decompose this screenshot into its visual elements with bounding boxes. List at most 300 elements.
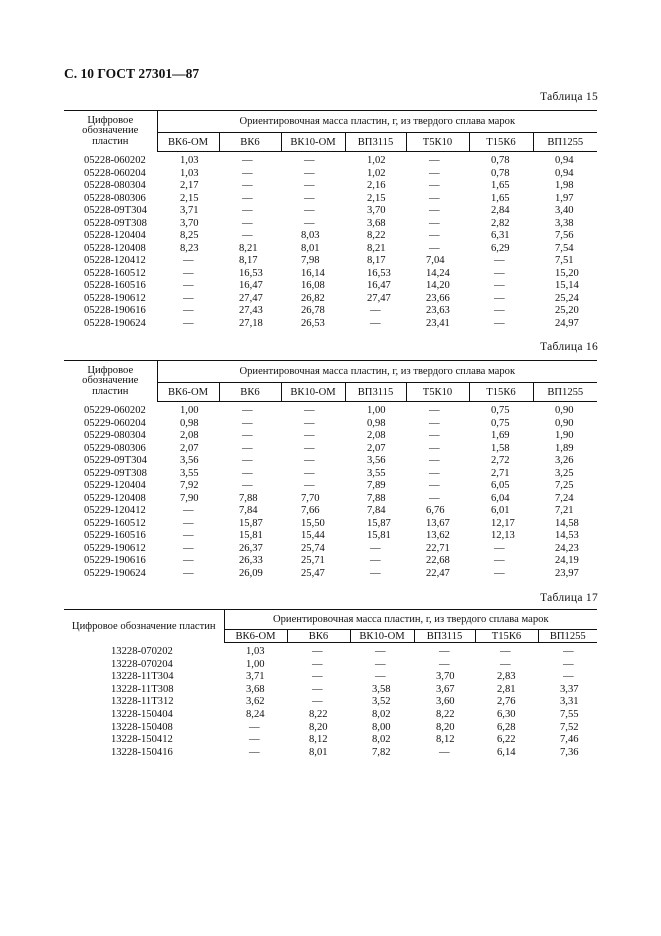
mass-cell: — bbox=[375, 671, 386, 683]
table-row bbox=[64, 255, 597, 268]
mass-cell: 1,90 bbox=[555, 430, 574, 441]
mass-cell: — bbox=[242, 417, 253, 429]
mass-cell: 7,25 bbox=[555, 480, 574, 491]
mass-cell: 23,63 bbox=[426, 305, 450, 316]
mass-cell: 8,01 bbox=[309, 746, 328, 758]
mass-cell: — bbox=[304, 180, 315, 191]
mass-cell: 3,55 bbox=[180, 467, 199, 479]
table-row bbox=[64, 468, 597, 481]
mass-cell: — bbox=[304, 430, 315, 441]
mass-cell: 0,90 bbox=[555, 417, 574, 429]
mass-cell: 7,82 bbox=[372, 746, 391, 758]
mass-cell: 8,01 bbox=[301, 242, 320, 254]
plate-code-cell: 05228-080306 bbox=[84, 192, 146, 204]
mass-cell: 27,43 bbox=[239, 305, 263, 316]
column-header: ВП1255 bbox=[533, 383, 597, 402]
mass-cell: 2,17 bbox=[180, 180, 199, 191]
mass-cell: 8,24 bbox=[246, 708, 265, 720]
table-row bbox=[64, 518, 597, 531]
mass-cell: 7,84 bbox=[239, 505, 258, 516]
table-15-caption: Таблица 15 bbox=[540, 91, 598, 103]
mass-cell: 2,81 bbox=[497, 683, 516, 695]
mass-cell: 7,55 bbox=[560, 708, 579, 720]
mass-cell: 26,37 bbox=[239, 542, 263, 554]
mass-cell: 3,68 bbox=[246, 683, 265, 695]
mass-cell: 12,13 bbox=[491, 530, 515, 541]
mass-cell: 3,37 bbox=[560, 683, 579, 695]
mass-cell: 1,00 bbox=[180, 405, 199, 416]
mass-cell: 2,84 bbox=[491, 205, 510, 216]
mass-cell: — bbox=[494, 317, 505, 329]
row-header: Цифровое обозначение пластин bbox=[64, 111, 157, 152]
mass-cell: 1,02 bbox=[367, 155, 386, 166]
mass-cell: 7,54 bbox=[555, 242, 574, 254]
mass-cell: — bbox=[183, 267, 194, 279]
column-header: ВК10-ОМ bbox=[281, 133, 345, 152]
mass-cell: 16,47 bbox=[367, 280, 391, 291]
mass-cell: — bbox=[429, 167, 440, 179]
mass-cell: — bbox=[242, 192, 253, 204]
mass-cell: 3,71 bbox=[246, 671, 265, 683]
plate-code-cell: 05229-060204 bbox=[84, 417, 146, 429]
plate-code-cell: 05229-120408 bbox=[84, 492, 146, 504]
mass-cell: — bbox=[304, 417, 315, 429]
mass-cell: 7,04 bbox=[426, 255, 445, 266]
mass-cell: — bbox=[494, 292, 505, 304]
mass-cell: 2,76 bbox=[497, 696, 516, 708]
mass-cell: 0,98 bbox=[367, 417, 386, 429]
mass-cell: — bbox=[304, 442, 315, 454]
mass-cell: 25,47 bbox=[301, 567, 325, 579]
table-row bbox=[64, 418, 597, 431]
mass-cell: 7,90 bbox=[180, 492, 199, 504]
plate-code-cell: 05229-190612 bbox=[84, 542, 146, 554]
mass-cell: 16,53 bbox=[367, 267, 391, 279]
mass-cell: 6,31 bbox=[491, 230, 510, 241]
plate-code-cell: 05228-160516 bbox=[84, 280, 146, 291]
column-header: ВП3115 bbox=[345, 133, 406, 152]
mass-cell: 25,74 bbox=[301, 542, 325, 554]
group-header: Ориентировочная масса пластин, г, из твердого сплава марок bbox=[224, 610, 597, 630]
mass-cell: 1,65 bbox=[491, 180, 510, 191]
mass-cell: — bbox=[183, 292, 194, 304]
mass-cell: — bbox=[242, 205, 253, 216]
mass-cell: 26,82 bbox=[301, 292, 325, 304]
mass-cell: 7,70 bbox=[301, 492, 320, 504]
mass-cell: 15,20 bbox=[555, 267, 579, 279]
mass-cell: — bbox=[429, 442, 440, 454]
mass-cell: 1,03 bbox=[180, 155, 199, 166]
mass-cell: — bbox=[242, 430, 253, 441]
mass-cell: — bbox=[429, 480, 440, 491]
mass-cell: 6,04 bbox=[491, 492, 510, 504]
row-header: Цифровое обозначение пластин bbox=[64, 610, 224, 643]
plate-code-cell: 05228-120412 bbox=[84, 255, 146, 266]
table-row bbox=[64, 709, 597, 722]
table-row bbox=[64, 318, 597, 331]
mass-cell: 7,51 bbox=[555, 255, 574, 266]
column-header: ВП3115 bbox=[345, 383, 406, 402]
mass-cell: 6,05 bbox=[491, 480, 510, 491]
mass-cell: — bbox=[494, 567, 505, 579]
mass-cell: 6,14 bbox=[497, 746, 516, 758]
mass-cell: — bbox=[183, 280, 194, 291]
mass-cell: 14,24 bbox=[426, 267, 450, 279]
table-row bbox=[64, 152, 597, 168]
mass-cell: 7,36 bbox=[560, 746, 579, 758]
mass-cell: 16,47 bbox=[239, 280, 263, 291]
mass-cell: — bbox=[439, 658, 450, 670]
mass-cell: 1,02 bbox=[367, 167, 386, 179]
table-row bbox=[64, 443, 597, 456]
table-row bbox=[64, 280, 597, 293]
mass-cell: — bbox=[312, 646, 323, 657]
mass-cell: — bbox=[429, 467, 440, 479]
mass-cell: 3,62 bbox=[246, 696, 265, 708]
plate-code-cell: 13228-11Т312 bbox=[111, 696, 174, 708]
mass-cell: 6,76 bbox=[426, 505, 445, 516]
plate-code-cell: 13228-11Т304 bbox=[111, 671, 174, 683]
mass-cell: — bbox=[249, 746, 260, 758]
plate-code-cell: 05229-080304 bbox=[84, 430, 146, 441]
column-header: ВП3115 bbox=[414, 630, 475, 643]
mass-cell: 3,52 bbox=[372, 696, 391, 708]
mass-cell: 0,78 bbox=[491, 167, 510, 179]
mass-cell: 7,84 bbox=[367, 505, 386, 516]
mass-cell: — bbox=[242, 442, 253, 454]
plate-code-cell: 05229-080306 bbox=[84, 442, 146, 454]
mass-cell: 7,88 bbox=[367, 492, 386, 504]
mass-cell: — bbox=[439, 746, 450, 758]
mass-cell: — bbox=[500, 658, 511, 670]
plate-code-cell: 05229-160512 bbox=[84, 517, 146, 529]
mass-cell: — bbox=[304, 192, 315, 204]
mass-cell: — bbox=[429, 180, 440, 191]
mass-cell: — bbox=[183, 530, 194, 541]
mass-cell: 6,28 bbox=[497, 721, 516, 733]
plate-code-cell: 05228-080304 bbox=[84, 180, 146, 191]
mass-cell: 14,53 bbox=[555, 530, 579, 541]
column-header: Т5К10 bbox=[406, 133, 469, 152]
mass-cell: 14,58 bbox=[555, 517, 579, 529]
mass-cell: 0,90 bbox=[555, 405, 574, 416]
mass-cell: 15,44 bbox=[301, 530, 325, 541]
mass-cell: 8,23 bbox=[180, 242, 199, 254]
table-row bbox=[64, 455, 597, 468]
mass-cell: 22,47 bbox=[426, 567, 450, 579]
mass-cell: 2,82 bbox=[491, 217, 510, 229]
table-16 bbox=[64, 360, 597, 580]
mass-cell: — bbox=[183, 255, 194, 266]
plate-code-cell: 05229-190616 bbox=[84, 555, 146, 566]
plate-code-cell: 05228-120408 bbox=[84, 242, 146, 254]
mass-cell: 8,03 bbox=[301, 230, 320, 241]
mass-cell: 0,75 bbox=[491, 405, 510, 416]
mass-cell: — bbox=[429, 492, 440, 504]
table-row bbox=[64, 193, 597, 206]
mass-cell: 24,19 bbox=[555, 555, 579, 566]
plate-code-cell: 13228-11Т308 bbox=[111, 683, 174, 695]
mass-cell: 2,07 bbox=[180, 442, 199, 454]
mass-cell: 2,72 bbox=[491, 455, 510, 466]
mass-cell: 3,71 bbox=[180, 205, 199, 216]
mass-cell: 2,83 bbox=[497, 671, 516, 683]
mass-cell: 7,89 bbox=[367, 480, 386, 491]
table-row bbox=[64, 684, 597, 697]
mass-cell: — bbox=[494, 555, 505, 566]
mass-cell: 25,71 bbox=[301, 555, 325, 566]
table-15 bbox=[64, 110, 597, 330]
table-16-caption: Таблица 16 bbox=[540, 341, 598, 353]
mass-cell: — bbox=[494, 267, 505, 279]
plate-code-cell: 13228-150416 bbox=[111, 746, 173, 758]
mass-cell: — bbox=[304, 480, 315, 491]
mass-cell: 12,17 bbox=[491, 517, 515, 529]
page-header: С. 10 ГОСТ 27301—87 bbox=[64, 66, 200, 81]
column-header: ВК6-ОМ bbox=[224, 630, 287, 643]
table-row bbox=[64, 543, 597, 556]
mass-cell: — bbox=[242, 455, 253, 466]
mass-cell: — bbox=[563, 658, 574, 670]
mass-cell: — bbox=[429, 205, 440, 216]
mass-cell: 15,50 bbox=[301, 517, 325, 529]
mass-cell: 3,38 bbox=[555, 217, 574, 229]
mass-cell: — bbox=[304, 155, 315, 166]
mass-cell: — bbox=[429, 192, 440, 204]
mass-cell: 26,09 bbox=[239, 567, 263, 579]
mass-cell: — bbox=[429, 417, 440, 429]
mass-cell: 27,47 bbox=[239, 292, 263, 304]
mass-cell: — bbox=[429, 405, 440, 416]
plate-code-cell: 05229-120412 bbox=[84, 505, 146, 516]
mass-cell: 15,87 bbox=[367, 517, 391, 529]
mass-cell: 16,53 bbox=[239, 267, 263, 279]
mass-cell: — bbox=[494, 255, 505, 266]
mass-cell: — bbox=[304, 467, 315, 479]
mass-cell: 3,56 bbox=[180, 455, 199, 466]
table-row bbox=[64, 734, 597, 747]
mass-cell: 8,22 bbox=[309, 708, 328, 720]
mass-cell: — bbox=[242, 155, 253, 166]
mass-cell: — bbox=[304, 405, 315, 416]
plate-code-cell: 05228-060202 bbox=[84, 154, 146, 166]
table-row bbox=[64, 430, 597, 443]
mass-cell: — bbox=[183, 317, 194, 329]
mass-cell: 7,46 bbox=[560, 734, 579, 746]
mass-cell: 16,14 bbox=[301, 267, 325, 279]
mass-cell: 1,03 bbox=[246, 646, 265, 657]
mass-cell: — bbox=[563, 646, 574, 657]
mass-cell: — bbox=[370, 542, 381, 554]
column-header: ВК10-ОМ bbox=[281, 383, 345, 402]
mass-cell: 8,02 bbox=[372, 734, 391, 746]
mass-cell: — bbox=[183, 542, 194, 554]
mass-cell: 8,21 bbox=[367, 242, 386, 254]
mass-cell: 2,07 bbox=[367, 442, 386, 454]
mass-cell: 2,08 bbox=[180, 430, 199, 441]
table-row bbox=[64, 218, 597, 231]
column-header: Т15К6 bbox=[469, 133, 533, 152]
mass-cell: 8,20 bbox=[309, 721, 328, 733]
mass-cell: — bbox=[183, 555, 194, 566]
table-row bbox=[64, 505, 597, 518]
mass-cell: — bbox=[429, 242, 440, 254]
mass-cell: 1,97 bbox=[555, 192, 574, 204]
mass-cell: — bbox=[304, 205, 315, 216]
plate-code-cell: 13228-150412 bbox=[111, 734, 173, 746]
mass-cell: — bbox=[370, 317, 381, 329]
column-header: ВК6-ОМ bbox=[157, 383, 219, 402]
mass-cell: 8,17 bbox=[367, 255, 386, 266]
plate-code-cell: 05228-09Т304 bbox=[84, 205, 147, 216]
plate-code-cell: 13228-150404 bbox=[111, 708, 173, 720]
table-row bbox=[64, 480, 597, 493]
mass-cell: 3,55 bbox=[367, 467, 386, 479]
mass-cell: 8,12 bbox=[436, 734, 455, 746]
mass-cell: 2,71 bbox=[491, 467, 510, 479]
plate-code-cell: 05228-060204 bbox=[84, 167, 146, 179]
plate-code-cell: 05228-190624 bbox=[84, 317, 146, 329]
mass-cell: 1,00 bbox=[246, 658, 265, 670]
mass-cell: — bbox=[429, 430, 440, 441]
mass-cell: 6,29 bbox=[491, 242, 510, 254]
mass-cell: — bbox=[304, 217, 315, 229]
mass-cell: 24,23 bbox=[555, 542, 579, 554]
mass-cell: 3,58 bbox=[372, 683, 391, 695]
mass-cell: 23,41 bbox=[426, 317, 450, 329]
mass-cell: 3,25 bbox=[555, 467, 574, 479]
plate-code-cell: 05228-190616 bbox=[84, 305, 146, 316]
mass-cell: 3,31 bbox=[560, 696, 579, 708]
mass-cell: 6,22 bbox=[497, 734, 516, 746]
mass-cell: — bbox=[439, 646, 450, 657]
mass-cell: 7,21 bbox=[555, 505, 574, 516]
mass-cell: — bbox=[242, 405, 253, 416]
plate-code-cell: 13228-150408 bbox=[111, 721, 173, 733]
mass-cell: — bbox=[429, 455, 440, 466]
mass-cell: 14,20 bbox=[426, 280, 450, 291]
mass-cell: — bbox=[249, 721, 260, 733]
mass-cell: 23,97 bbox=[555, 567, 579, 579]
table-row bbox=[64, 747, 597, 760]
mass-cell: 1,89 bbox=[555, 442, 574, 454]
mass-cell: — bbox=[304, 167, 315, 179]
mass-cell: 8,20 bbox=[436, 721, 455, 733]
plate-code-cell: 05229-060202 bbox=[84, 404, 146, 416]
mass-cell: — bbox=[183, 305, 194, 316]
mass-cell: — bbox=[242, 230, 253, 241]
plate-code-cell: 05229-09Т308 bbox=[84, 467, 147, 479]
plate-code-cell: 05229-120404 bbox=[84, 480, 146, 491]
plate-code-cell: 05228-09Т308 bbox=[84, 217, 147, 229]
mass-cell: 7,66 bbox=[301, 505, 320, 516]
column-header: ВК10-ОМ bbox=[350, 630, 414, 643]
mass-cell: — bbox=[494, 280, 505, 291]
column-header: ВК6 bbox=[219, 133, 281, 152]
table-row bbox=[64, 493, 597, 506]
table-row bbox=[64, 230, 597, 243]
mass-cell: 26,53 bbox=[301, 317, 325, 329]
mass-cell: — bbox=[242, 217, 253, 229]
mass-cell: 0,98 bbox=[180, 417, 199, 429]
table-row bbox=[64, 722, 597, 735]
column-header: ВК6 bbox=[287, 630, 350, 643]
mass-cell: — bbox=[312, 696, 323, 708]
mass-cell: 8,25 bbox=[180, 230, 199, 241]
mass-cell: 8,02 bbox=[372, 708, 391, 720]
group-header: Ориентировочная масса пластин, г, из твердого сплава марок bbox=[157, 111, 597, 133]
mass-cell: 1,65 bbox=[491, 192, 510, 204]
table-row bbox=[64, 293, 597, 306]
mass-cell: 15,87 bbox=[239, 517, 263, 529]
mass-cell: 8,22 bbox=[436, 708, 455, 720]
mass-cell: 27,18 bbox=[239, 317, 263, 329]
column-header: Т15К6 bbox=[475, 630, 538, 643]
mass-cell: 15,81 bbox=[367, 530, 391, 541]
column-header: ВК6-ОМ bbox=[157, 133, 219, 152]
mass-cell: — bbox=[375, 646, 386, 657]
mass-cell: 7,88 bbox=[239, 492, 258, 504]
mass-cell: 8,12 bbox=[309, 734, 328, 746]
mass-cell: 16,08 bbox=[301, 280, 325, 291]
mass-cell: 8,17 bbox=[239, 255, 258, 266]
mass-cell: — bbox=[370, 555, 381, 566]
mass-cell: 2,15 bbox=[180, 192, 199, 204]
table-row bbox=[64, 659, 597, 672]
mass-cell: 3,68 bbox=[367, 217, 386, 229]
table-row bbox=[64, 180, 597, 193]
table-row bbox=[64, 671, 597, 684]
mass-cell: 3,70 bbox=[180, 217, 199, 229]
mass-cell: 0,75 bbox=[491, 417, 510, 429]
column-header: ВП1255 bbox=[538, 630, 597, 643]
mass-cell: 22,68 bbox=[426, 555, 450, 566]
mass-cell: — bbox=[429, 230, 440, 241]
mass-cell: 6,30 bbox=[497, 708, 516, 720]
mass-cell: 26,78 bbox=[301, 305, 325, 316]
table-row bbox=[64, 555, 597, 568]
mass-cell: — bbox=[563, 671, 574, 683]
mass-cell: 8,22 bbox=[367, 230, 386, 241]
mass-cell: 13,67 bbox=[426, 517, 450, 529]
table-row bbox=[64, 530, 597, 543]
mass-cell: 3,67 bbox=[436, 683, 455, 695]
mass-cell: 24,97 bbox=[555, 317, 579, 329]
mass-cell: 23,66 bbox=[426, 292, 450, 304]
mass-cell: — bbox=[370, 567, 381, 579]
mass-cell: — bbox=[242, 180, 253, 191]
mass-cell: — bbox=[242, 480, 253, 491]
mass-cell: — bbox=[312, 683, 323, 695]
table-row bbox=[64, 268, 597, 281]
mass-cell: 25,20 bbox=[555, 305, 579, 316]
mass-cell: 0,94 bbox=[555, 155, 574, 166]
mass-cell: 1,98 bbox=[555, 180, 574, 191]
mass-cell: 1,69 bbox=[491, 430, 510, 441]
plate-code-cell: 05228-160512 bbox=[84, 267, 146, 279]
mass-cell: 8,21 bbox=[239, 242, 258, 254]
table-row bbox=[64, 205, 597, 218]
group-header: Ориентировочная масса пластин, г, из твердого сплава марок bbox=[157, 361, 597, 383]
plate-code-cell: 05229-160516 bbox=[84, 530, 146, 541]
mass-cell: 1,03 bbox=[180, 167, 199, 179]
mass-cell: 6,01 bbox=[491, 505, 510, 516]
row-header: Цифровое обозначение пластин bbox=[64, 361, 157, 402]
mass-cell: 2,08 bbox=[367, 430, 386, 441]
mass-cell: — bbox=[312, 658, 323, 670]
column-header: ВК6 bbox=[219, 383, 281, 402]
mass-cell: — bbox=[249, 734, 260, 746]
